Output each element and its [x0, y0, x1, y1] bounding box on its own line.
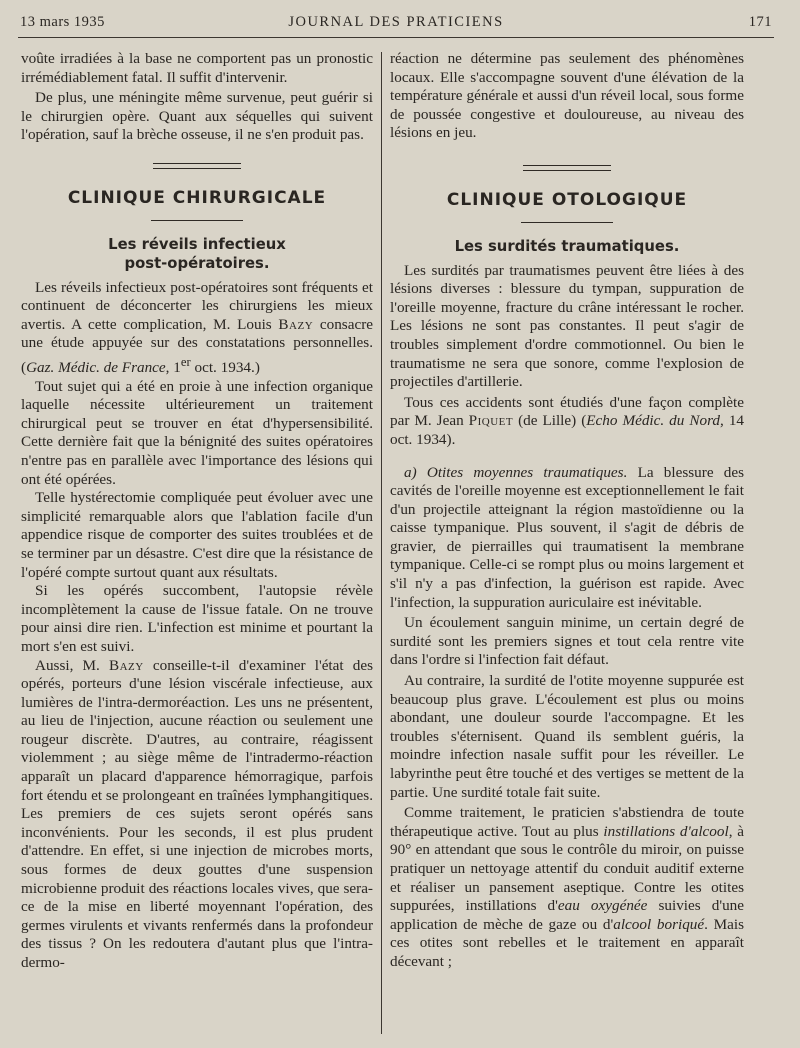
paragraph: réaction ne détermine pas seulement des phénomènes locaux. Elle s'accompagne souvent d'une élévation de la température générale et aussi d'un réveil local, sous forme de poussée congestive et douloureuse, au niveau des lésions en jeu.: [390, 50, 744, 142]
left-column: [21, 50, 373, 973]
text-run: oct. 1934.): [190, 359, 260, 376]
paragraph: De plus, une méningite même survenue, peut guérir si le chirurgien opère. Quant aux séquelles qui suivent l'opération, sauf la brèche osseuse, il ne s'en produit pas.: [21, 89, 373, 144]
text-run: Les réveils infectieux post-opératoires sont fréquents et continuent de déconcerter les chirurgiens les mieux avertis. A cette complication, M. Louis: [21, 278, 373, 333]
journal-reference: Gaz. Médic. de France: [26, 359, 166, 376]
text-run: , à 90° en attendant que sous le contrôle du miroir, on puisse pratiquer un nettoyage attentif du conduit auditif externe et réaliser un pansement aseptique. Contre les otites suppurées, instillations d': [390, 822, 744, 915]
paragraph: Au contraire, la surdité de l'otite moyenne suppurée est beaucoup plus grave. L'écoulement est plus ou moins abondant, une douleur sourde l'accompagne. Et les troubles s'éternisent. Quand ils semblent guéris, la moindre infection nasale suffit pour les réveiller. Le labyrinthe peut être touché et des vertiges se mettent de la partie. Une surdité totale fait suite.: [390, 672, 744, 801]
paragraph: [390, 464, 744, 613]
text-run: suivies d'une application de mèche de gaze ou d': [390, 897, 745, 933]
page-number: 171: [748, 14, 772, 30]
running-head: [20, 14, 772, 36]
paragraph: [390, 804, 744, 971]
header-rule: [18, 37, 774, 38]
right-column: [390, 50, 744, 972]
section-divider: [153, 163, 241, 169]
text-run: Tous ces accidents sont étudiés d'une façon complète par M. Jean: [390, 393, 744, 430]
journal-title: JOURNAL DES PRATICIENS: [288, 14, 504, 30]
column-divider: [381, 52, 382, 1034]
text-run: , 1: [165, 359, 181, 376]
author-name: Bazy: [278, 315, 314, 333]
journal-reference: Echo Médic. du Nord: [586, 412, 721, 430]
section-heading: CLINIQUE CHIRURGICALE: [67, 187, 327, 208]
section-heading: CLINIQUE OTOLOGIQUE: [446, 189, 688, 210]
paragraph: [21, 279, 373, 378]
title-rule: [151, 220, 243, 221]
emphasis: instillations d'alcool: [603, 822, 729, 840]
emphasis: eau oxygénée: [557, 897, 648, 915]
paragraph: [390, 394, 744, 450]
paragraph: voûte irradiées à la base ne comportent pas un pronostic irrémédiablement fatal. Il suffit d'intervenir.: [21, 50, 373, 86]
text-run: , 14 oct. 1934).: [390, 412, 745, 448]
subsection-label: a) Otites moyennes traumatiques.: [404, 463, 628, 481]
article-title-line: Les réveils infectieux: [108, 235, 286, 253]
paragraph: [21, 657, 373, 973]
text-run: La blessure des cavités de l'oreille moyenne est exceptionnellement le fait d'un projectile atteignant la région mastoïdienne ou la caisse tympanique. Plus souvent, il s'agit de débris de gravier, de pierrailles qui traumatisent la membrane tympanique. Celle-ci se rompt plus ou moins largement et s'il n'y a pas d'infection, la guérison est rapide. Avec l'infection, la suppuration auriculaire est inévitable.: [390, 463, 745, 611]
paragraph: Si les opérés succombent, l'autopsie révèle incomplètement la cause de l'issue fatale. On ne trouve pour ainsi dire rien. L'infection est minime et pourtant la mort s'en est suivi.: [21, 582, 373, 655]
text-run: consacre une étude appuyée sur des constatations personnelles. (: [21, 315, 373, 376]
paragraph: Les surdités par traumatismes peuvent être liées à des lésions diverses : blessure du tympan, suppuration de l'oreille moyenne, fracture du crâne intéressant le rocher. Les lésions ne sont pas constantes. Il peut s'agir de troubles simplement d'ordre commotionnel. Ou bien le traumatisme ne sera que sonore, comme l'explosion de projectiles d'artillerie.: [390, 261, 744, 391]
superscript: er: [180, 354, 191, 369]
article-title-line: post-opératoires.: [124, 254, 270, 272]
paragraph: Tout sujet qui a été en proie à une infection organique laquelle nécessite ultérieurement un traitement chirurgical peut se trouver en état d'hypersensibilité. Cette dernière fait que la bénignité des suites opératoires n'entre pas en parallèle avec l'importance des lésions qui ont été opérées.: [21, 377, 373, 488]
article-title: Les surdités traumatiques.: [454, 237, 680, 255]
text-run: Comme traitement, le praticien s'abstiendra de toute thérapeutique active. Tout au plus: [390, 804, 744, 840]
issue-date: 13 mars 1935: [20, 14, 105, 30]
paragraph: Un écoulement sanguin minime, un certain degré de surdité sont les premiers signes et tout cela rentre vite dans l'ordre si l'infection fait défaut.: [390, 614, 744, 669]
author-name: Piquet: [468, 412, 514, 430]
title-rule: [521, 222, 613, 223]
emphasis: alcool boriqué: [613, 915, 705, 933]
text-run: . Mais ces otites sont rebelles et le traitement en apparaît décevant ;: [390, 915, 744, 970]
author-name: Bazy: [108, 656, 144, 674]
text-run: (de Lille) (: [513, 412, 587, 430]
section-divider: [523, 165, 611, 171]
article-title: [21, 235, 373, 273]
paragraph: Telle hystérectomie compliquée peut évoluer avec une simplicité remarquable alors que l'ablation facile d'un appendice risque de comporter des suites troublées et de se terminer par un désastre. C'est dire que la résistance de l'opéré compte surtout quant aux résultats.: [21, 489, 373, 581]
text-run: conseille-t-il d'examiner l'état des opérés, porteurs d'une lésion viscérale infectieuse, aux lumières de l'intra-dermoréaction. Les uns ne présentent, au lieu de l'injection, aucune réaction ou seulement une rougeur discrète. D'autres, au contraire, réagissent violemment ; au siège même de l'intradermo-réaction apparaît un placard d'apparence hémorragique, parfois fort étendu et se prolongeant en traînées lymphangitiques. Les premiers de ces sujets seront opérés sans inconvénients. Pour les seconds, il est plus prudent d'attendre. En effet, si une injection de microbes morts, sous formes de deux gouttes d'une suspension microbienne produit des réactions locales vives, que sera-ce de la mise en liberté moyennant l'opération, des germes virulents et vivants renfermés dans la profondeur des tissus ? On les redoutera d'autant plus que l'intra-dermo-: [21, 656, 373, 971]
text-run: Aussi, M.: [35, 656, 109, 674]
